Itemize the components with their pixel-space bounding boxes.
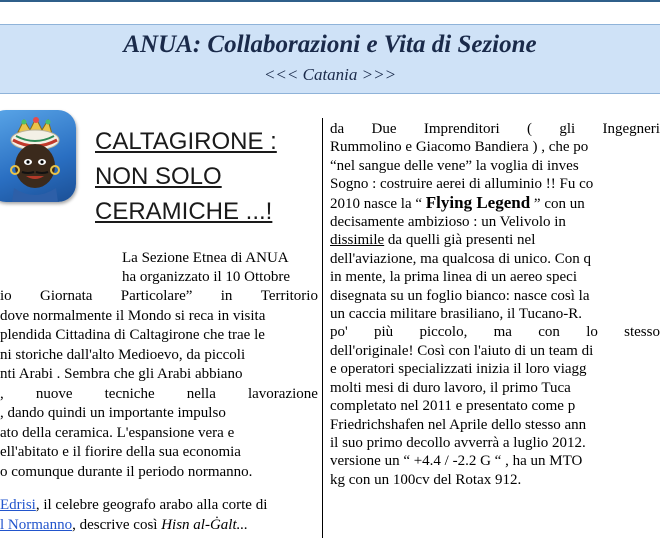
intro-text: La Sezione Etnea di ANUA bbox=[122, 250, 289, 266]
word: Territorio bbox=[260, 288, 318, 304]
flying-legend-name: Flying Legend bbox=[425, 192, 531, 212]
page-subtitle: <<< Catania >>> bbox=[263, 65, 397, 84]
text-line: dell'originale! Così con l'aiuto di un team di bbox=[330, 342, 594, 359]
word: nuove bbox=[35, 385, 73, 402]
text-line: ell'abitato e il fiorire della sua economia bbox=[0, 444, 241, 460]
normanno-italic: Hisn al-Ġalt... bbox=[161, 516, 248, 533]
text-line: un caccia militare brasiliano, il Tucano-R. bbox=[330, 306, 583, 323]
text-line: nti Arabi . Sembra che gli Arabi abbiano bbox=[0, 366, 243, 382]
headline-line: NON SOLO bbox=[95, 163, 222, 190]
headline-line: CALTAGIRONE : bbox=[95, 128, 277, 155]
text-line bbox=[0, 516, 330, 536]
word: Giornata bbox=[39, 288, 93, 304]
word: più bbox=[373, 324, 394, 341]
text-line: ni storiche dall'alto Medioevo, da piccoli bbox=[0, 346, 246, 363]
text-line: dell'aviazione, ma qualcosa di unico. Con q bbox=[330, 250, 591, 267]
intro-line bbox=[122, 268, 320, 288]
word: gli bbox=[559, 121, 576, 137]
intro-line bbox=[122, 249, 320, 269]
moor-head-logo-icon bbox=[0, 110, 76, 202]
text-line bbox=[330, 194, 660, 213]
column-divider bbox=[322, 118, 323, 538]
text-line: decisamente ambizioso : un Velivolo in bbox=[330, 214, 566, 231]
headline-line: CERAMICHE ...! bbox=[95, 198, 273, 225]
text-line: versione un “ +4.4 / -2.2 G “ , ha un MTO bbox=[330, 453, 583, 470]
text-line: kg con un 100cv del Rotax 912. bbox=[330, 471, 522, 488]
word: in bbox=[220, 288, 233, 304]
text-2010: 2010 nasce la “ bbox=[330, 195, 426, 212]
word: da bbox=[330, 121, 345, 137]
text-line: “nel sangue delle vene” la voglia di inves bbox=[330, 157, 579, 174]
text-line: il suo primo decollo avverrà a luglio 2012. bbox=[330, 434, 586, 451]
article-headline bbox=[95, 124, 315, 229]
word: lavorazione bbox=[247, 385, 318, 402]
word: Imprenditori bbox=[423, 121, 500, 137]
intro-text: ha organizzato il 10 Ottobre bbox=[122, 269, 291, 285]
dissimile-rest: da quelli già presenti nel bbox=[384, 232, 536, 249]
word: io bbox=[0, 288, 12, 304]
word: tecniche bbox=[104, 385, 155, 402]
edrisi-paragraph bbox=[0, 496, 330, 535]
word: lo bbox=[586, 324, 598, 341]
page-title: ANUA: Collaborazioni e Vita di Sezione bbox=[123, 31, 537, 58]
section-banner bbox=[0, 24, 660, 94]
text-line: Friedrichshafen nel Aprile dello stesso ann bbox=[330, 416, 587, 433]
text-line bbox=[0, 385, 318, 405]
text-line: dove normalmente il Mondo si reca in visita bbox=[0, 307, 266, 324]
word: piccolo, bbox=[419, 324, 468, 341]
text-line bbox=[0, 496, 330, 516]
text-line: Sogno : costruire aerei di alluminio !! Fu co bbox=[330, 176, 594, 193]
word: , bbox=[0, 385, 4, 402]
normanno-link[interactable]: l Normanno bbox=[0, 516, 73, 533]
text-line: disegnata su un foglio bianco: nasce così la bbox=[330, 287, 590, 304]
text-line bbox=[330, 120, 660, 138]
text-line bbox=[330, 323, 660, 341]
word: stesso bbox=[624, 324, 660, 341]
word: ma bbox=[493, 324, 512, 341]
word: Due bbox=[371, 121, 397, 137]
text-line: e operatori specializzati inizia il loro viagg bbox=[330, 361, 587, 378]
text-line bbox=[0, 287, 318, 307]
text-line: molti mesi di duro lavoro, il primo Tuca bbox=[330, 379, 571, 396]
word: con bbox=[538, 324, 560, 341]
text-line: in mente, la prima linea di un aereo speci bbox=[330, 269, 577, 286]
word: Particolare” bbox=[120, 288, 193, 304]
text-line: o comunque durante il periodo normanno. bbox=[0, 463, 253, 480]
edrisi-text: , il celebre geografo arabo alla corte di bbox=[35, 497, 268, 513]
dissimile-text: dissimile bbox=[330, 232, 385, 249]
text-line: completato nel 2011 e presentato come p bbox=[330, 398, 576, 415]
text-line bbox=[330, 231, 660, 249]
top-rule bbox=[0, 0, 660, 2]
text-2010-end: ” con un bbox=[530, 195, 585, 212]
right-column-body bbox=[330, 120, 660, 489]
word: nella bbox=[186, 385, 216, 402]
left-column-body bbox=[0, 287, 318, 482]
word: Ingegneri bbox=[602, 121, 660, 137]
text-line: plendida Cittadina di Caltagirone che trae le bbox=[0, 327, 265, 343]
text-line: ato della ceramica. L'espansione vera e bbox=[0, 424, 235, 441]
word: ( bbox=[526, 121, 532, 137]
word: po' bbox=[330, 324, 348, 341]
edrisi-link[interactable]: Edrisi bbox=[0, 497, 36, 513]
text-line: , dando quindi un importante impulso bbox=[0, 405, 226, 421]
normanno-text: , descrive così bbox=[72, 516, 162, 533]
text-line: Rummolino e Giacomo Bandiera ) , che po bbox=[330, 139, 589, 156]
